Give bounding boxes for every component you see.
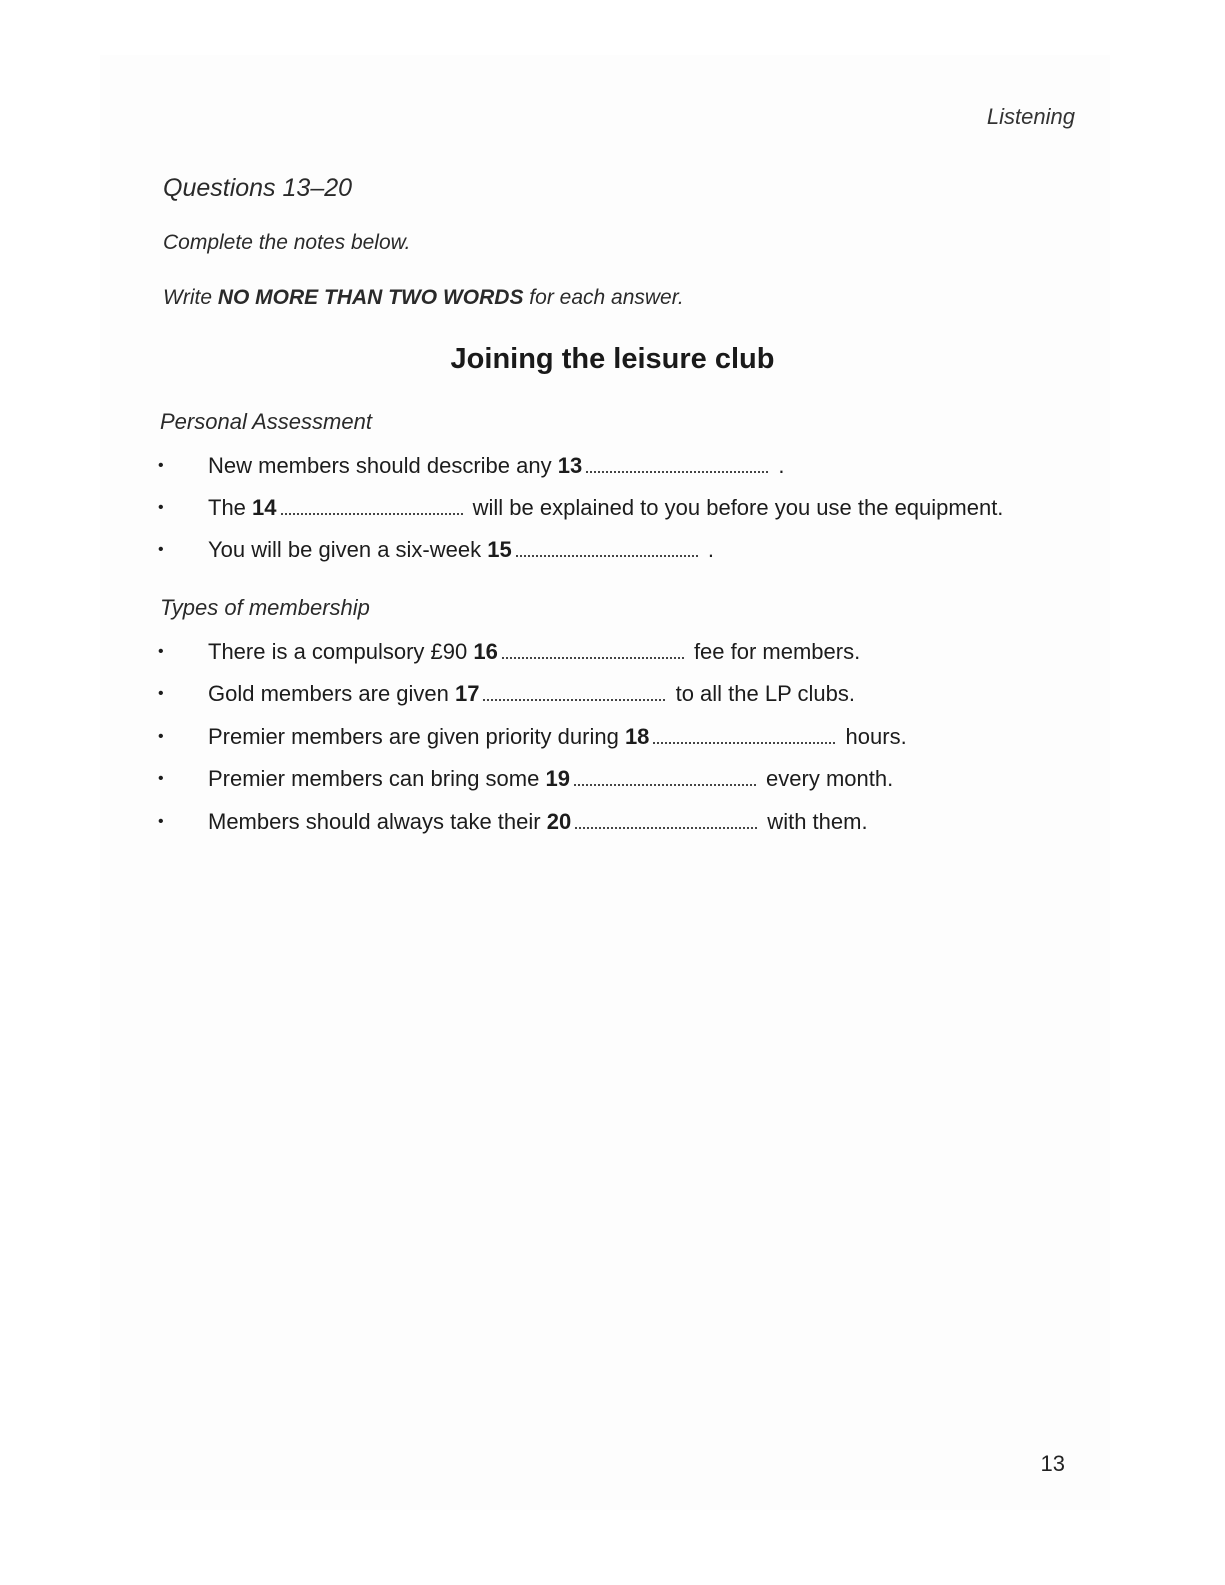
note-question-15 bbox=[158, 537, 714, 563]
section-heading-types-of-membership: Types of membership bbox=[160, 595, 370, 620]
bullet-icon: • bbox=[158, 770, 164, 787]
question-number: 19 bbox=[545, 766, 570, 791]
instruction-word-limit bbox=[163, 286, 684, 310]
note-text-before: Gold members are given bbox=[208, 681, 455, 706]
note-text-after: fee for members. bbox=[687, 639, 861, 664]
answer-gap-17[interactable] bbox=[483, 685, 665, 701]
instruction-complete-notes: Complete the notes below. bbox=[163, 231, 411, 254]
section-heading-personal-assessment: Personal Assessment bbox=[160, 409, 372, 434]
answer-gap-14[interactable] bbox=[281, 499, 463, 515]
note-question-17 bbox=[158, 681, 855, 707]
note-question-19 bbox=[158, 766, 893, 792]
note-text-before: You will be given a six-week bbox=[208, 537, 488, 562]
question-number: 14 bbox=[252, 495, 277, 520]
note-question-20 bbox=[158, 809, 868, 835]
bullet-icon: • bbox=[158, 643, 164, 660]
answer-gap-18[interactable] bbox=[653, 728, 835, 744]
bullet-icon: • bbox=[158, 457, 164, 474]
instruction-suffix: for each answer. bbox=[523, 286, 684, 309]
question-number: 17 bbox=[455, 681, 480, 706]
bullet-icon: • bbox=[158, 541, 164, 558]
questions-heading: Questions 13–20 bbox=[163, 174, 353, 202]
note-text-before: The bbox=[208, 495, 253, 520]
note-question-14 bbox=[158, 495, 1003, 521]
note-text-after: . bbox=[772, 453, 785, 478]
page-number: 13 bbox=[1040, 1451, 1065, 1476]
question-number: 13 bbox=[557, 453, 583, 478]
note-question-13 bbox=[158, 453, 784, 479]
instruction-word-limit-bold: NO MORE THAN TWO WORDS bbox=[217, 286, 524, 309]
question-number: 18 bbox=[624, 724, 650, 749]
note-text-after: hours. bbox=[839, 724, 907, 749]
note-text-before: Premier members are given priority during bbox=[208, 724, 625, 749]
answer-gap-20[interactable] bbox=[575, 813, 757, 829]
note-question-16 bbox=[158, 639, 860, 665]
note-text-after: . bbox=[701, 537, 714, 562]
answer-gap-16[interactable] bbox=[502, 643, 684, 659]
bullet-icon: • bbox=[158, 499, 164, 516]
instruction-prefix: Write bbox=[163, 286, 218, 309]
answer-gap-13[interactable] bbox=[586, 457, 768, 473]
bullet-icon: • bbox=[158, 813, 164, 830]
answer-gap-19[interactable] bbox=[574, 770, 756, 786]
question-number: 20 bbox=[546, 809, 572, 834]
bullet-icon: • bbox=[158, 728, 164, 745]
note-text-before: Premier members can bring some bbox=[208, 766, 546, 791]
running-head: Listening bbox=[986, 104, 1075, 129]
note-text-before: There is a compulsory £90 bbox=[208, 639, 474, 664]
note-question-18 bbox=[158, 724, 907, 750]
bullet-icon: • bbox=[158, 685, 164, 702]
note-text-after: to all the LP clubs. bbox=[669, 681, 855, 706]
answer-gap-15[interactable] bbox=[516, 541, 698, 557]
question-number: 16 bbox=[473, 639, 498, 664]
note-text-before: New members should describe any bbox=[208, 453, 558, 478]
note-text-after: every month. bbox=[759, 766, 894, 791]
note-text-after: with them. bbox=[761, 809, 868, 834]
note-text-after: will be explained to you before you use the equipment. bbox=[466, 495, 1004, 520]
notes-title: Joining the leisure club bbox=[450, 343, 775, 375]
note-text-before: Members should always take their bbox=[208, 809, 547, 834]
question-number: 15 bbox=[487, 537, 512, 562]
